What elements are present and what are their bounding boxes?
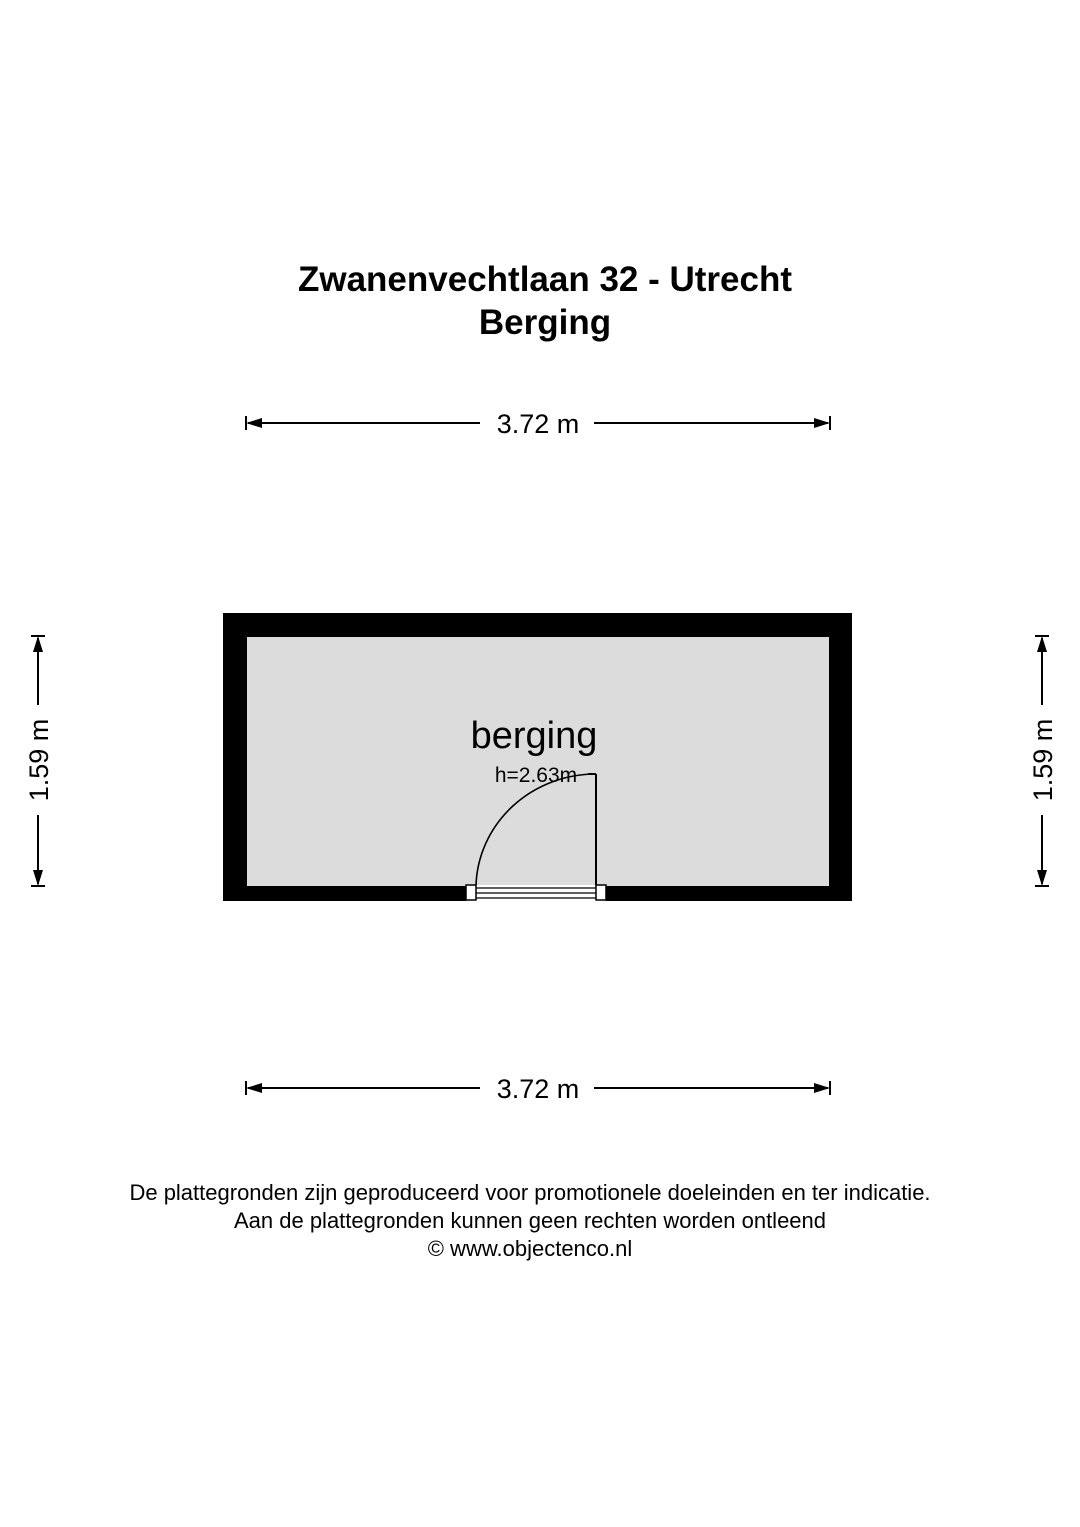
dimension-top-label: 3.72 m [496,409,580,439]
room-floor [247,637,829,886]
disclaimer-line-2: Aan de plattegronden kunnen geen rechten worden ontleend [233,1208,827,1233]
door-jamb-right [596,885,606,900]
dimension-top [246,409,830,439]
copyright-line: © www.objectenco.nl [427,1236,633,1261]
dimension-bottom-label: 3.72 m [496,1074,580,1104]
disclaimer-line-1: De plattegronden zijn geproduceerd voor promotionele doeleinden en ter indicatie. [129,1180,931,1205]
room-berging [223,613,852,902]
dimension-left [24,636,54,886]
dimension-right [1028,636,1058,886]
plan-subtitle: Berging [478,303,612,342]
room-height-label: h=2.63m [494,764,578,787]
plan-title: Zwanenvechtlaan 32 - Utrecht [297,260,793,299]
dimension-right-label: 1.59 m [1028,718,1058,802]
door-jamb-left [466,885,476,900]
dimension-bottom [246,1074,830,1104]
dimension-left-label: 1.59 m [24,718,54,802]
room-name-label: berging [470,715,598,757]
